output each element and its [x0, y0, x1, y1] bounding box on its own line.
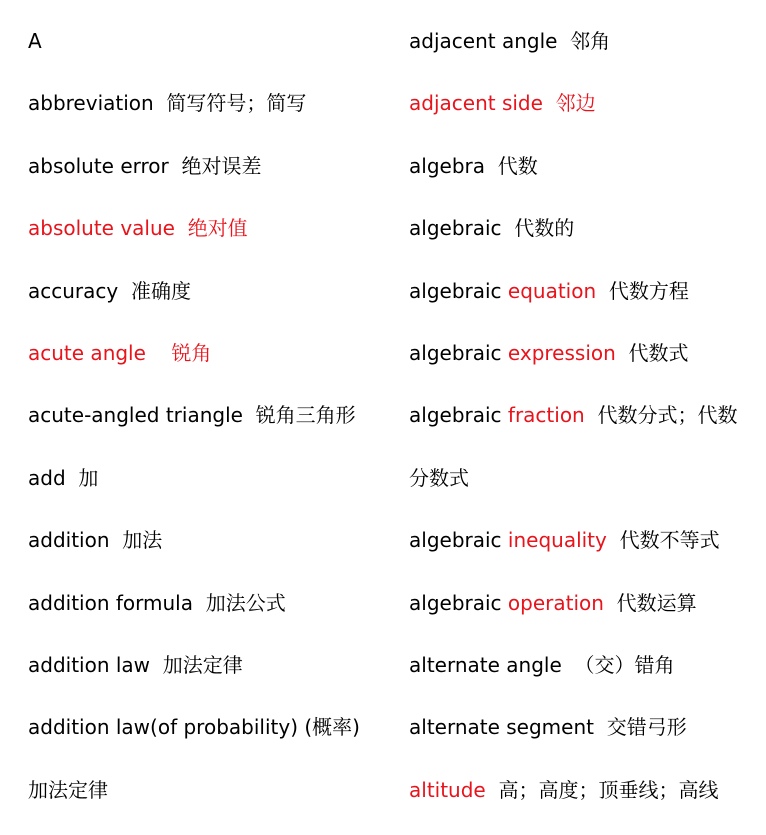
glossary-entry-text: inequality — [507, 528, 607, 553]
glossary-entry-text: operation — [507, 590, 604, 615]
glossary-entry — [409, 336, 759, 398]
glossary-entry-text: algebraic — [409, 590, 508, 615]
glossary-entry — [28, 523, 398, 585]
glossary-entry — [409, 398, 759, 460]
glossary-entry — [409, 149, 759, 211]
glossary-entry-text: algebraic 代数的 — [409, 216, 575, 241]
glossary-right-column — [409, 24, 759, 835]
glossary-entry-text: 加法定律 — [28, 777, 108, 802]
glossary-entry-text: accuracy 准确度 — [28, 278, 191, 303]
glossary-entry — [28, 24, 398, 86]
glossary-entry-text: alternate angle （交）错角 — [409, 652, 675, 677]
glossary-entry — [409, 586, 759, 648]
glossary-entry-text: absolute error 绝对误差 — [28, 153, 262, 178]
glossary-entry — [28, 211, 398, 273]
glossary-entry — [28, 86, 398, 148]
glossary-entry — [409, 710, 759, 772]
glossary-entry-text: fraction — [507, 403, 585, 428]
glossary-entry — [28, 648, 398, 710]
glossary-entry-text: absolute value 绝对值 — [28, 216, 248, 241]
glossary-entry — [28, 773, 398, 835]
glossary-entry-text: addition 加法 — [28, 528, 163, 553]
glossary-entry-text: expression — [507, 340, 616, 365]
glossary-entry-text: 分数式 — [409, 465, 469, 490]
glossary-entry-text: algebraic — [409, 340, 508, 365]
glossary-entry-text: adjacent angle 邻角 — [409, 29, 611, 53]
glossary-entry-text: abbreviation 简写符号；简写 — [28, 91, 307, 116]
glossary-entry — [409, 461, 759, 523]
glossary-entry — [409, 523, 759, 585]
glossary-entry — [28, 398, 398, 460]
glossary-entry — [409, 648, 759, 710]
glossary-entry — [409, 24, 759, 86]
glossary-entry-text: algebraic — [409, 403, 508, 428]
glossary-entry — [409, 86, 759, 148]
glossary-entry-text: altitude — [409, 777, 486, 802]
glossary-entry-text: acute-angled triangle 锐角三角形 — [28, 403, 356, 428]
glossary-entry-text: addition law 加法定律 — [28, 652, 243, 677]
glossary-left-column — [28, 24, 398, 835]
glossary-entry — [409, 274, 759, 336]
glossary-entry — [28, 586, 398, 648]
glossary-entry-text: 代数不等式 — [606, 528, 720, 553]
glossary-entry-text: adjacent side 邻边 — [409, 91, 596, 116]
glossary-entry-text: algebraic — [409, 528, 508, 553]
glossary-entry-text: algebra 代数 — [409, 153, 538, 178]
glossary-entry — [28, 710, 398, 772]
glossary-entry-text: addition law(of probability) (概率) — [28, 715, 360, 740]
glossary-entry — [28, 149, 398, 211]
glossary-entry-text: A — [28, 29, 42, 53]
glossary-entry-text: addition formula 加法公式 — [28, 590, 286, 615]
glossary-entry-text: algebraic — [409, 278, 508, 303]
glossary-entry-text: 代数式 — [615, 340, 689, 365]
glossary-entry — [28, 461, 398, 523]
glossary-entry — [28, 336, 398, 398]
glossary-entry — [28, 274, 398, 336]
glossary-entry — [409, 211, 759, 273]
glossary-entry-text: 代数分式；代数 — [584, 403, 738, 428]
glossary-entry-text: add 加 — [28, 465, 99, 490]
glossary-entry-text: alternate segment 交错弓形 — [409, 715, 687, 740]
glossary-entry — [409, 773, 759, 835]
glossary-entry-text: 代数方程 — [596, 278, 689, 303]
glossary-entry-text: acute angle 锐角 — [28, 340, 212, 365]
glossary-entry-text: equation — [507, 278, 597, 303]
glossary-entry-text: 代数运算 — [603, 590, 697, 615]
glossary-entry-text: 高；高度；顶垂线；高线 — [485, 777, 719, 802]
